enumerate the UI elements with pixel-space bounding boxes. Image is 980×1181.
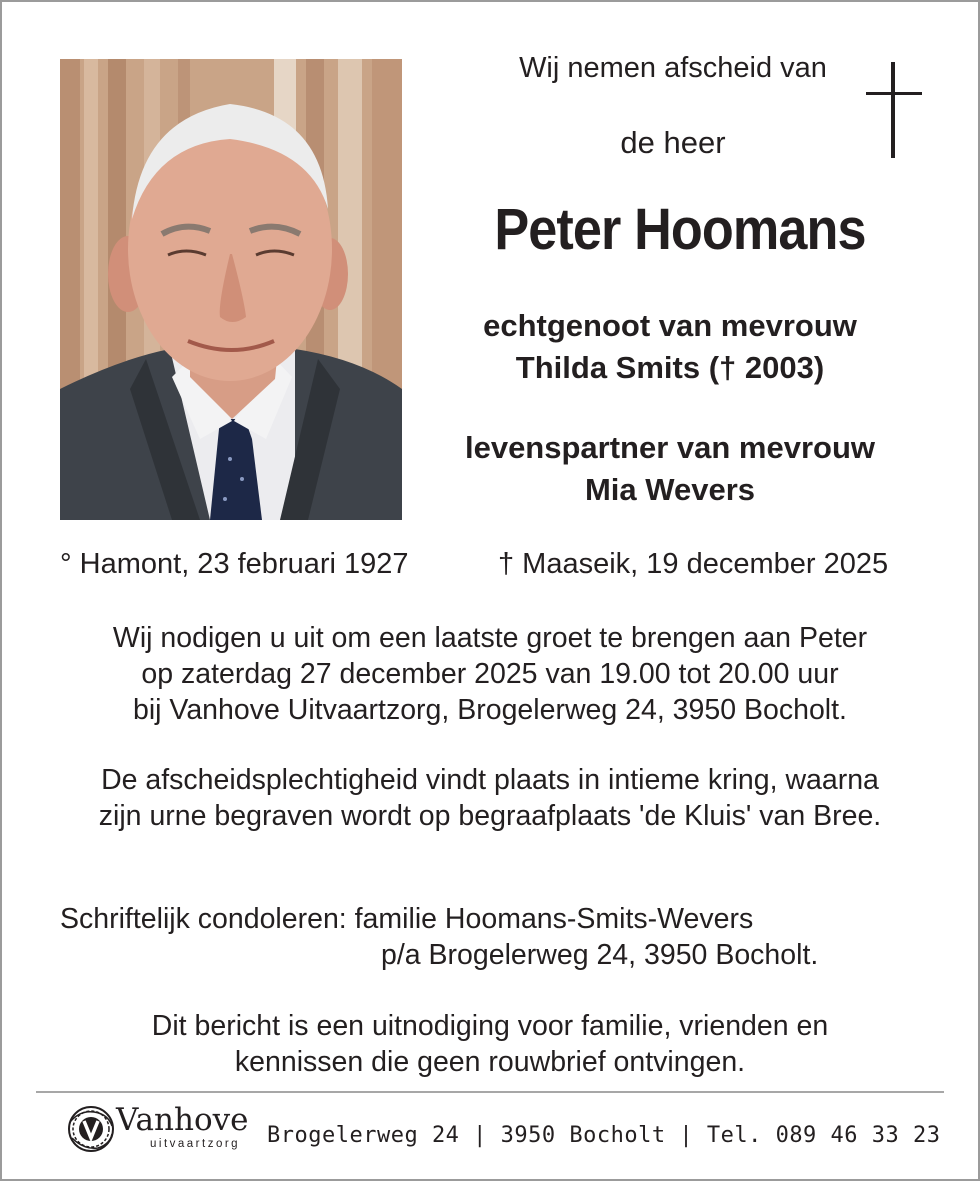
closing-line-1: Dit bericht is een uitnodiging voor familie, vrienden en bbox=[151, 1010, 829, 1042]
vanhove-logo bbox=[64, 1100, 254, 1160]
vanhove-logo-icon bbox=[64, 1102, 118, 1156]
spouse-line-1: echtgenoot van mevrouw bbox=[483, 308, 857, 343]
partner-line-1: levenspartner van mevrouw bbox=[464, 430, 876, 465]
ceremony-line-1: De afscheidsplechtigheid vindt plaats in intieme kring, waarna bbox=[101, 764, 879, 796]
closing-line-2: kennissen die geen rouwbrief ontvingen. bbox=[234, 1046, 746, 1078]
logo-wordmark: Vanhove bbox=[116, 1102, 249, 1138]
death-date: † Maaseik, 19 december 2025 bbox=[498, 548, 889, 580]
deceased-name: Peter Hoomans bbox=[494, 197, 866, 262]
invitation-line-2: op zaterdag 27 december 2025 van 19.00 tot 20.00 uur bbox=[141, 658, 839, 690]
invitation-line-3: bij Vanhove Uitvaartzorg, Brogelerweg 24, 3950 Bocholt. bbox=[133, 694, 847, 726]
condolence-line-2: p/a Brogelerweg 24, 3950 Bocholt. bbox=[381, 939, 819, 971]
birth-date: ° Hamont, 23 februari 1927 bbox=[60, 548, 409, 580]
invitation-line-1: Wij nodigen u uit om een laatste groet te brengen aan Peter bbox=[112, 622, 868, 654]
honorific: de heer bbox=[620, 125, 726, 160]
spouse-line-2: Thilda Smits († 2003) bbox=[515, 350, 825, 385]
intro-text: Wij nemen afscheid van bbox=[519, 52, 827, 84]
partner-line-2: Mia Wevers bbox=[584, 472, 755, 507]
footer-address: Brogelerweg 24 | 3950 Bocholt | Tel. 089 46 33 23 bbox=[267, 1123, 941, 1148]
portrait-photo bbox=[60, 59, 402, 520]
ceremony-line-2: zijn urne begraven wordt op begraafplaats 'de Kluis' van Bree. bbox=[98, 800, 882, 832]
condolence-line-1: Schriftelijk condoleren: familie Hoomans-Smits-Wevers bbox=[60, 903, 754, 935]
footer-divider bbox=[36, 1091, 944, 1093]
logo-subtitle: uitvaartzorg bbox=[150, 1138, 241, 1150]
